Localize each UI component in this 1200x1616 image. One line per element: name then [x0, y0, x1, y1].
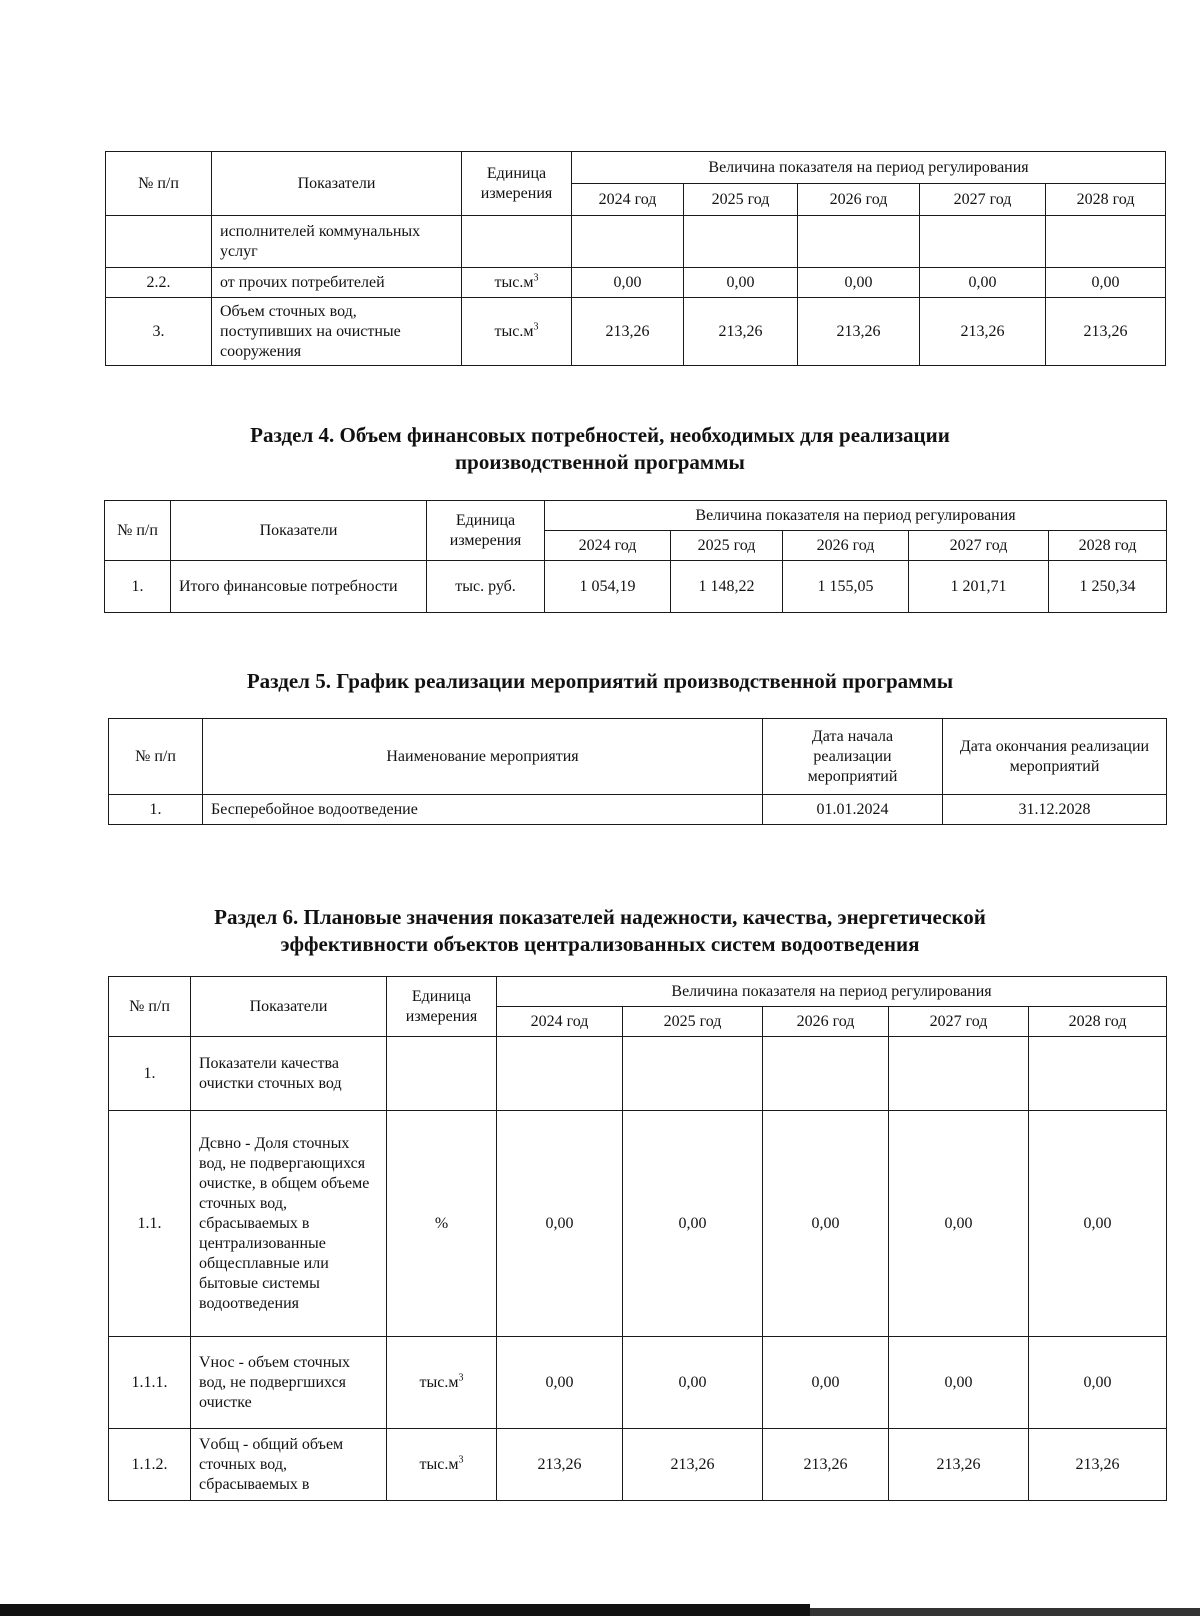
row-value — [889, 1037, 1029, 1111]
row-value: 0,00 — [684, 268, 798, 298]
row-indicator: Итого финансовые потребности — [171, 561, 427, 613]
year-header: 2027 год — [909, 531, 1049, 561]
year-header: 2025 год — [671, 531, 783, 561]
year-header: 2028 год — [1046, 184, 1166, 216]
row-indicator: исполнителей коммунальных услуг — [212, 216, 462, 268]
row-value: 1 148,22 — [671, 561, 783, 613]
section-4-title: Раздел 4. Объем финансовых потребностей, необходимых для реализации производственной программы — [250, 423, 950, 475]
table-row — [109, 795, 1167, 825]
row-value: 213,26 — [684, 298, 798, 366]
row-value: 213,26 — [1046, 298, 1166, 366]
header-num: № п/п — [105, 501, 171, 561]
row-indicator: Объем сточных вод, поступивших на очистные сооружения — [212, 298, 462, 366]
reliability-table — [108, 976, 1167, 1501]
header-indicator: Показатели — [212, 152, 462, 216]
row-num — [106, 216, 212, 268]
row-value — [572, 216, 684, 268]
row-num: 1.1. — [109, 1111, 191, 1337]
table-row — [106, 298, 1166, 366]
row-start-date: 01.01.2024 — [763, 795, 943, 825]
row-num: 1.1.1. — [109, 1337, 191, 1429]
row-indicator: Дсвно - Доля сточных вод, не подвергающихся очистке, в общем объеме сточных вод, сбрасываемых в централизованные общесплавные или бытовые системы водоотведения — [191, 1111, 387, 1337]
year-header: 2028 год — [1029, 1007, 1167, 1037]
row-value: 0,00 — [889, 1337, 1029, 1429]
row-value: 1 054,19 — [545, 561, 671, 613]
table-row — [109, 1037, 1167, 1111]
section-6-title: Раздел 6. Плановые значения показателей надежности, качества, энергетической эффективности объектов централизованных систем водоотведения — [214, 905, 986, 957]
row-value: 213,26 — [920, 298, 1046, 366]
table-row — [109, 1429, 1167, 1501]
row-value — [920, 216, 1046, 268]
year-header: 2024 год — [497, 1007, 623, 1037]
row-name: Бесперебойное водоотведение — [203, 795, 763, 825]
row-unit: $тыс.м^3$ — [462, 268, 572, 298]
row-indicator: от прочих потребителей — [212, 268, 462, 298]
year-header: 2024 год — [545, 531, 671, 561]
row-unit — [387, 1037, 497, 1111]
row-unit: $тыс.м^3$ — [462, 298, 572, 366]
row-value: 0,00 — [623, 1111, 763, 1337]
year-header: 2027 год — [889, 1007, 1029, 1037]
row-unit: $тыс.м^3$ — [387, 1429, 497, 1501]
row-value: 0,00 — [497, 1337, 623, 1429]
row-value: 1 250,34 — [1049, 561, 1167, 613]
header-num: № п/п — [106, 152, 212, 216]
row-unit — [462, 216, 572, 268]
row-value: 0,00 — [889, 1111, 1029, 1337]
row-value — [798, 216, 920, 268]
row-value: 0,00 — [1029, 1337, 1167, 1429]
schedule-table — [108, 718, 1167, 825]
header-period: Величина показателя на период регулирования — [497, 977, 1167, 1007]
row-indicator: Vнос - объем сточных вод, не подвергшихся очистке — [191, 1337, 387, 1429]
row-value: 213,26 — [572, 298, 684, 366]
section-5-title: Раздел 5. График реализации мероприятий производственной программы — [246, 669, 954, 693]
year-header: 2025 год — [684, 184, 798, 216]
row-value: 213,26 — [889, 1429, 1029, 1501]
row-value: 213,26 — [623, 1429, 763, 1501]
row-num: 1. — [105, 561, 171, 613]
header-unit: Единица измерения — [387, 977, 497, 1037]
row-value: 0,00 — [572, 268, 684, 298]
header-unit: Единица измерения — [462, 152, 572, 216]
header-num: № п/п — [109, 719, 203, 795]
header-name: Наименование мероприятия — [203, 719, 763, 795]
header-period: Величина показателя на период регулирования — [572, 152, 1166, 184]
row-value: 1 201,71 — [909, 561, 1049, 613]
row-value: 0,00 — [798, 268, 920, 298]
row-value: 213,26 — [763, 1429, 889, 1501]
row-unit: тыс. руб. — [427, 561, 545, 613]
scan-edge-bar — [0, 1604, 810, 1616]
row-num: 2.2. — [106, 268, 212, 298]
financial-needs-table — [104, 500, 1167, 613]
row-unit: % — [387, 1111, 497, 1337]
year-header: 2028 год — [1049, 531, 1167, 561]
row-value: 213,26 — [798, 298, 920, 366]
row-value: 1 155,05 — [783, 561, 909, 613]
row-value: 0,00 — [763, 1111, 889, 1337]
year-header: 2026 год — [798, 184, 920, 216]
year-header: 2025 год — [623, 1007, 763, 1037]
header-end-date: Дата окончания реализации мероприятий — [943, 719, 1167, 795]
row-value — [1029, 1037, 1167, 1111]
table-row — [106, 216, 1166, 268]
row-value — [623, 1037, 763, 1111]
header-indicator: Показатели — [171, 501, 427, 561]
year-header: 2026 год — [783, 531, 909, 561]
row-unit: $тыс.м^3$ — [387, 1337, 497, 1429]
table-row — [105, 561, 1167, 613]
row-indicator: Vобщ - общий объем сточных вод, сбрасываемых в — [191, 1429, 387, 1501]
row-value: 0,00 — [1029, 1111, 1167, 1337]
row-value — [684, 216, 798, 268]
row-value: 0,00 — [1046, 268, 1166, 298]
header-num: № п/п — [109, 977, 191, 1037]
row-value: 0,00 — [920, 268, 1046, 298]
row-end-date: 31.12.2028 — [943, 795, 1167, 825]
year-header: 2024 год — [572, 184, 684, 216]
row-value: 0,00 — [497, 1111, 623, 1337]
row-num: 1.1.2. — [109, 1429, 191, 1501]
table-row — [106, 268, 1166, 298]
scan-edge-bar — [810, 1608, 1200, 1616]
row-value — [763, 1037, 889, 1111]
row-num: 1. — [109, 1037, 191, 1111]
row-value: 213,26 — [497, 1429, 623, 1501]
row-num: 3. — [106, 298, 212, 366]
row-value: 0,00 — [763, 1337, 889, 1429]
row-value: 213,26 — [1029, 1429, 1167, 1501]
header-indicator: Показатели — [191, 977, 387, 1037]
row-value — [1046, 216, 1166, 268]
header-start-date: Дата начала реализации мероприятий — [763, 719, 943, 795]
table-row — [109, 1337, 1167, 1429]
row-value: 0,00 — [623, 1337, 763, 1429]
volume-table-continuation — [105, 151, 1166, 366]
row-num: 1. — [109, 795, 203, 825]
header-period: Величина показателя на период регулирования — [545, 501, 1167, 531]
year-header: 2026 год — [763, 1007, 889, 1037]
header-unit: Единица измерения — [427, 501, 545, 561]
row-indicator: Показатели качества очистки сточных вод — [191, 1037, 387, 1111]
year-header: 2027 год — [920, 184, 1046, 216]
table-row — [109, 1111, 1167, 1337]
row-value — [497, 1037, 623, 1111]
